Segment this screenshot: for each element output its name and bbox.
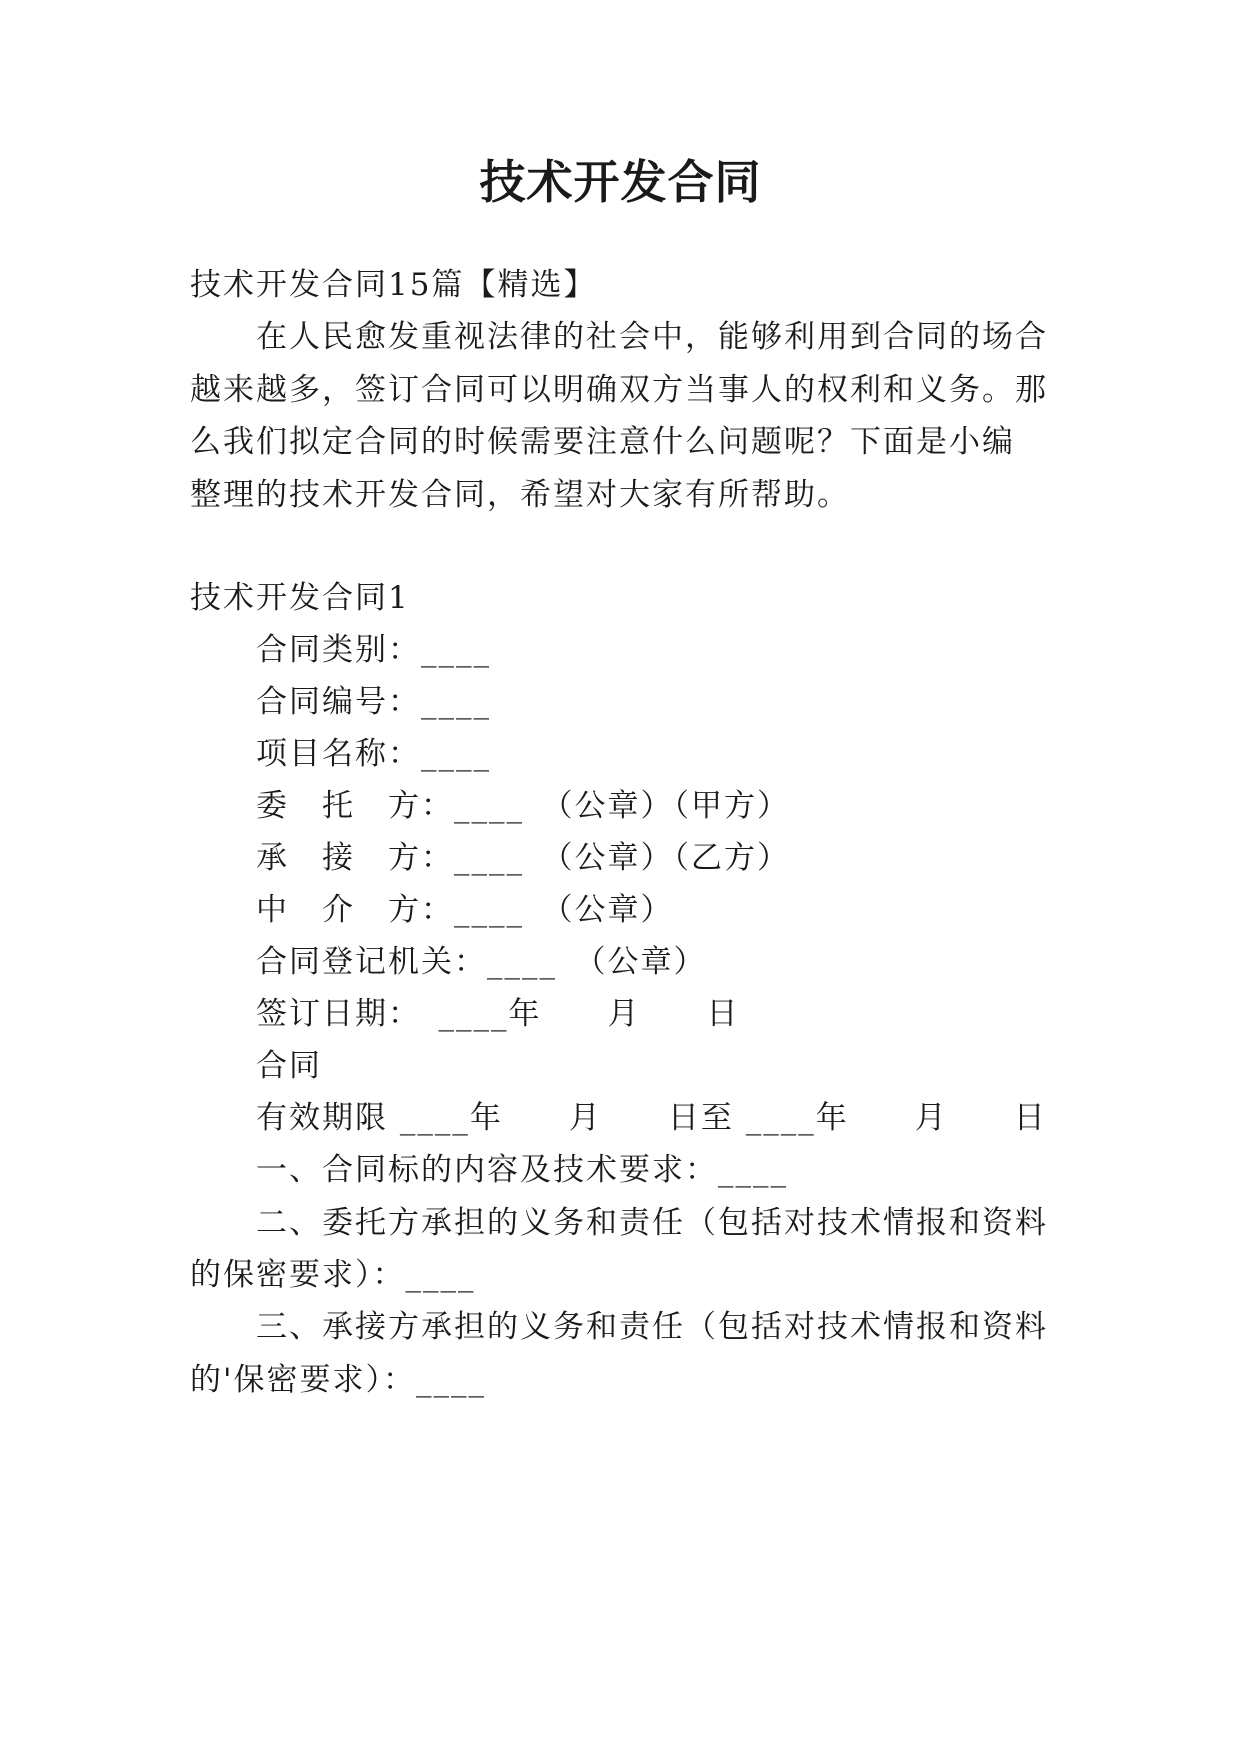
field-contract-type: 合同类别：____ <box>256 632 491 668</box>
section-heading: 技术开发合同1 <box>190 580 410 616</box>
document-subtitle: 技术开发合同15篇【精选】 <box>190 267 597 303</box>
clause-3-line-1: 三、承接方承担的义务和责任（包括对技术情报和资料 <box>256 1309 1048 1345</box>
intro-line-2: 越来越多，签订合同可以明确双方当事人的权利和义务。那 <box>190 372 1048 408</box>
field-project-name: 项目名称：____ <box>256 736 491 772</box>
field-contract-label: 合同 <box>256 1048 322 1084</box>
field-signing-date: 签订日期： ____年 月 日 <box>256 996 740 1032</box>
field-validity-period: 有效期限 ____年 月 日至 ____年 月 日 <box>256 1100 1047 1136</box>
field-registration-authority: 合同登记机关：____ （公章） <box>256 944 707 980</box>
document-title: 技术开发合同 <box>479 155 762 209</box>
clause-1: 一、合同标的内容及技术要求：____ <box>256 1152 788 1188</box>
field-contract-number: 合同编号：____ <box>256 684 491 720</box>
clause-2-line-1: 二、委托方承担的义务和责任（包括对技术情报和资料 <box>256 1205 1048 1241</box>
intro-line-3: 么我们拟定合同的时候需要注意什么问题呢？下面是小编 <box>190 424 1015 460</box>
clause-3-line-2: 的'保密要求）：____ <box>190 1362 487 1398</box>
clause-2-line-2: 的保密要求）：____ <box>190 1257 476 1293</box>
field-undertaking-party: 承 接 方：____ （公章）（乙方） <box>256 840 790 876</box>
field-intermediary: 中 介 方：____ （公章） <box>256 892 674 928</box>
intro-line-1: 在人民愈发重视法律的社会中，能够利用到合同的场合 <box>256 319 1048 355</box>
intro-line-4: 整理的技术开发合同，希望对大家有所帮助。 <box>190 477 850 513</box>
field-entrusting-party: 委 托 方：____ （公章）（甲方） <box>256 788 790 824</box>
